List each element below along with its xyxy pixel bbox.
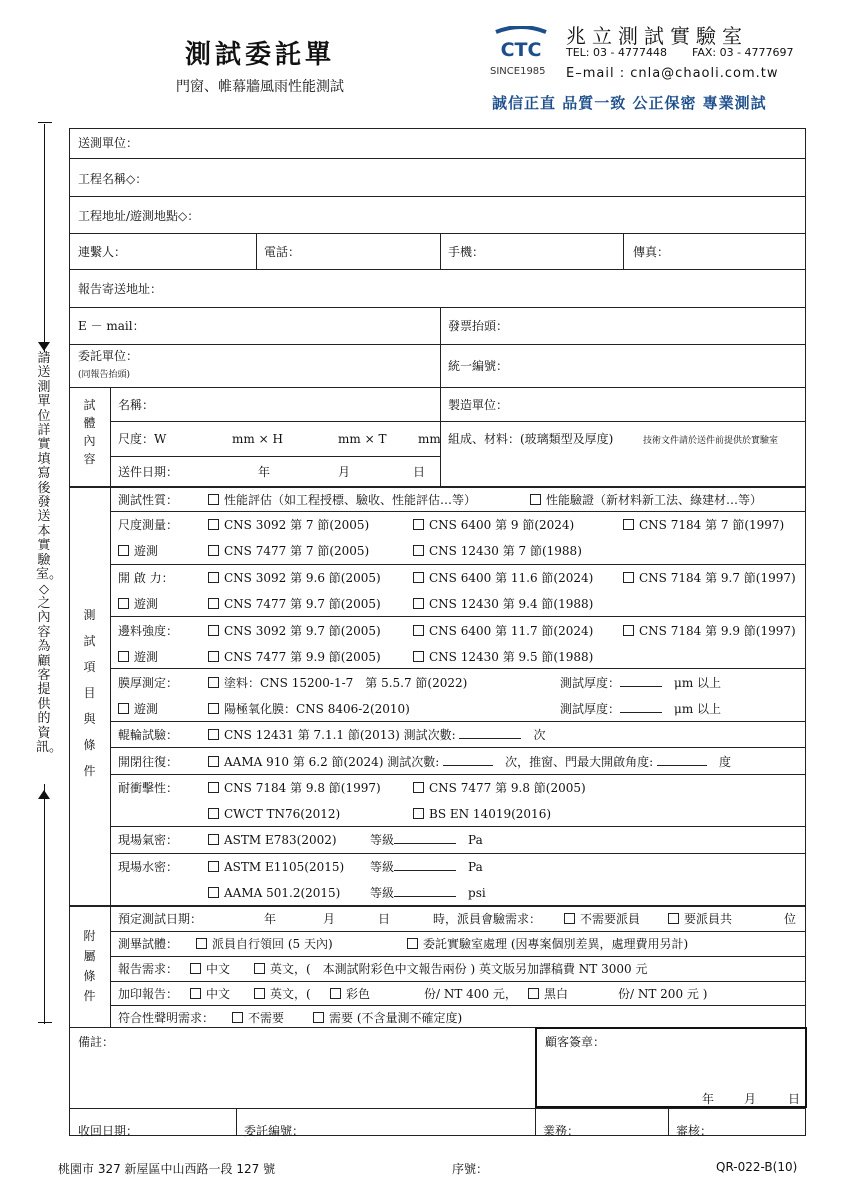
nature-opt-evaluation[interactable]: 性能評估（如工程授標、驗收、性能評估…等）	[208, 493, 476, 507]
checkbox[interactable]	[623, 519, 634, 530]
checkbox[interactable]	[413, 625, 424, 636]
checkbox[interactable]	[254, 963, 265, 974]
row-line	[69, 158, 806, 159]
roller-label: 輥輪試驗：	[118, 728, 179, 742]
side-line-top-cap	[38, 122, 52, 123]
film-opt-paint[interactable]: 塗料：CNS 15200-1-7 第 5.5.7 節(2022)	[208, 676, 467, 690]
row-line	[110, 1005, 806, 1006]
size-w-unit: mm × H	[232, 432, 283, 446]
row-line	[110, 564, 806, 565]
checkbox[interactable]	[190, 963, 201, 974]
size-h-unit: mm × T	[338, 432, 387, 446]
project-address-field[interactable]	[230, 203, 800, 227]
schedule-day: 日	[378, 912, 391, 926]
row-line	[69, 307, 806, 308]
signature-year: 年	[702, 1092, 715, 1106]
arrow-down-icon	[38, 342, 50, 351]
row-line	[110, 721, 806, 722]
size-t-unit: mm	[418, 432, 441, 446]
signature-label: 顧客簽章：	[545, 1035, 606, 1049]
report-address-label: 報告寄送地址：	[78, 282, 163, 296]
film-opt-anodic[interactable]: 陽極氧化膜：CNS 8406-2(2010)	[208, 702, 410, 716]
schedule-staff[interactable]: 要派員共	[668, 912, 732, 926]
water-grade-1-field[interactable]	[394, 870, 456, 871]
project-name-label: 工程名稱◇：	[78, 172, 148, 186]
impact-opt-4[interactable]: BS EN 14019(2016)	[413, 807, 551, 821]
open-opt-2[interactable]: CNS 6400 第 11.6 節(2024)	[413, 571, 593, 585]
row-line	[69, 196, 806, 197]
cycle-label: 開閉往復：	[118, 755, 179, 769]
checkbox[interactable]	[413, 651, 424, 662]
lab-name: 兆立測試實驗室	[566, 24, 748, 48]
checkbox[interactable]	[413, 519, 424, 530]
checkbox[interactable]	[208, 677, 219, 688]
col-line	[668, 1108, 669, 1136]
signature-field[interactable]	[545, 1052, 800, 1088]
row-line	[110, 668, 806, 669]
material-note: 技術文件請於送件前提供於實驗室	[643, 436, 779, 446]
impact-label: 耐衝擊性：	[118, 781, 179, 795]
copies-chinese[interactable]: 中文	[190, 987, 230, 1001]
lab-tel: TEL: 03 - 4777448	[566, 46, 667, 59]
checkbox[interactable]	[413, 598, 424, 609]
checkbox[interactable]	[118, 703, 129, 714]
row-line	[69, 233, 806, 234]
checkbox[interactable]	[623, 625, 634, 636]
svg-text:CTC: CTC	[500, 39, 542, 60]
film-thick-1-field[interactable]	[620, 686, 662, 687]
checkbox[interactable]	[254, 988, 265, 999]
checkbox[interactable]	[330, 988, 341, 999]
footer-serial: 序號：	[452, 1162, 489, 1176]
copies-color[interactable]: 彩色	[330, 987, 370, 1001]
cycle-angle-field[interactable]	[657, 765, 707, 766]
checkbox[interactable]	[118, 598, 129, 609]
dim-opt-6[interactable]: CNS 12430 第 7 節(1988)	[413, 544, 582, 558]
water-label: 現場水密：	[118, 860, 179, 874]
impact-opt-2[interactable]: CNS 7477 第 9.8 節(2005)	[413, 781, 586, 795]
schedule-time: 時，派員會驗需求：	[433, 912, 542, 926]
mobile-label: 手機：	[448, 245, 485, 259]
checkbox[interactable]	[413, 808, 424, 819]
dim-opt-2[interactable]: CNS 6400 第 9 節(2024)	[413, 518, 574, 532]
checkbox[interactable]	[208, 545, 219, 556]
checkbox[interactable]	[196, 938, 207, 949]
open-label: 開 啟 力：	[118, 571, 174, 585]
remarks-label: 備註：	[78, 1035, 115, 1049]
row-line	[69, 387, 806, 388]
open-opt-1[interactable]: CNS 3092 第 9.6 節(2005)	[208, 571, 381, 585]
report-chinese[interactable]: 中文	[190, 962, 230, 976]
checkbox[interactable]	[208, 598, 219, 609]
checkbox[interactable]	[208, 651, 219, 662]
row-line	[110, 421, 806, 422]
fax-label: 傳真：	[633, 245, 670, 259]
schedule-year: 年	[264, 912, 277, 926]
business-label: 業務：	[543, 1124, 580, 1138]
edge-label: 邊料強度：	[118, 624, 179, 638]
open-opt-onsite[interactable]: 遊測	[118, 597, 158, 611]
nature-opt-verification[interactable]: 性能驗證（新材料新工法、綠建材…等）	[530, 493, 762, 507]
copies-english[interactable]: 英文，(	[254, 987, 311, 1001]
dim-opt-5[interactable]: CNS 7477 第 7 節(2005)	[208, 544, 369, 558]
checkbox[interactable]	[407, 938, 418, 949]
send-date-day: 日	[413, 465, 426, 479]
air-label: 現場氣密：	[118, 833, 179, 847]
schedule-no-staff[interactable]: 不需要派員	[564, 912, 640, 926]
client-note: (同報告抬頭)	[78, 370, 131, 380]
air-grade-field[interactable]	[394, 843, 456, 844]
compliance-yes[interactable]: 需要 (不含量測不確定度)	[313, 1011, 462, 1025]
row-line	[110, 774, 806, 775]
client-label: 委託單位：	[78, 349, 139, 363]
checkbox[interactable]	[118, 545, 129, 556]
project-name-field[interactable]	[170, 166, 800, 190]
checkbox[interactable]	[208, 808, 219, 819]
checkbox[interactable]	[413, 545, 424, 556]
row-line	[69, 905, 806, 907]
checkbox[interactable]	[208, 519, 219, 530]
row-line	[110, 981, 806, 982]
copies-color-price: 份/ NT 400 元，	[424, 987, 517, 1001]
impact-opt-1[interactable]: CNS 7184 第 9.8 節(1997)	[208, 781, 381, 795]
row-line	[110, 511, 806, 512]
contact-label: 連繫人：	[78, 245, 127, 259]
dim-label: 尺度測量：	[118, 518, 179, 532]
checkbox[interactable]	[232, 1012, 243, 1023]
specimen-name-label: 名稱：	[118, 398, 155, 412]
specimen-return-label: 測畢試體：	[118, 937, 179, 951]
nature-label: 測試性質：	[118, 493, 179, 507]
signature-day: 日	[788, 1092, 801, 1106]
checkbox[interactable]	[413, 782, 424, 793]
edge-opt-3[interactable]: CNS 7184 第 9.9 節(1997)	[623, 624, 796, 638]
project-address-label: 工程地址/遊測地點◇：	[78, 209, 200, 223]
ctc-logo	[490, 26, 552, 60]
edge-opt-6[interactable]: CNS 12430 第 9.5 節(1988)	[413, 650, 593, 664]
checkbox[interactable]	[313, 1012, 324, 1023]
tax-id-label: 統一編號：	[448, 359, 509, 373]
film-opt-onsite[interactable]: 遊測	[118, 702, 158, 716]
report-english[interactable]: 英文，( 本測試附彩色中文報告兩份 ) 英文版另加譯稿費 NT 3000 元	[254, 962, 647, 976]
row-line	[110, 826, 806, 827]
col-line	[110, 906, 111, 1028]
film-label: 膜厚測定：	[118, 676, 179, 690]
form-subtitle: 門窗、帷幕牆風雨性能測試	[176, 79, 344, 95]
side-line-bottom-cap	[38, 1022, 52, 1023]
compliance-no[interactable]: 不需要	[232, 1011, 284, 1025]
open-opt-6[interactable]: CNS 12430 第 9.4 節(1988)	[413, 597, 593, 611]
impact-opt-3[interactable]: CWCT TN76(2012)	[208, 807, 340, 821]
roller-count-field[interactable]	[459, 738, 521, 739]
row-line	[69, 269, 806, 270]
slogan: 誠信正直 品質一致 公正保密 專業測試	[492, 94, 767, 112]
open-opt-5[interactable]: CNS 7477 第 9.7 節(2005)	[208, 597, 381, 611]
checkbox[interactable]	[208, 494, 219, 505]
checkbox[interactable]	[564, 913, 575, 924]
open-opt-3[interactable]: CNS 7184 第 9.7 節(1997)	[623, 571, 796, 585]
size-label: 尺度：W	[118, 432, 167, 446]
checkbox[interactable]	[118, 651, 129, 662]
water-grade-2-field[interactable]	[394, 896, 456, 897]
schedule-label: 預定測試日期：	[118, 912, 203, 926]
lab-fax: FAX: 03 - 4777697	[692, 46, 794, 59]
film-thick-1: 測試厚度： μm 以上	[560, 676, 722, 690]
footer-address: 桃園市 327 新屋區中山西路一段 127 號	[58, 1162, 276, 1176]
dim-opt-1[interactable]: CNS 3092 第 7 節(2005)	[208, 518, 369, 532]
send-date-year: 年	[258, 465, 271, 479]
edge-opt-1[interactable]: CNS 3092 第 9.7 節(2005)	[208, 624, 381, 638]
col-line	[256, 233, 257, 269]
row-line	[110, 747, 806, 748]
checkbox[interactable]	[413, 572, 424, 583]
checkbox[interactable]	[208, 703, 219, 714]
checkbox[interactable]	[208, 887, 219, 898]
checkbox[interactable]	[208, 782, 219, 793]
edge-opt-5[interactable]: CNS 7477 第 9.9 節(2005)	[208, 650, 381, 664]
cycle-count-field[interactable]	[443, 765, 493, 766]
send-date-label: 送件日期：	[118, 465, 179, 479]
checkbox[interactable]	[528, 988, 539, 999]
water-opt-1[interactable]: ASTM E1105(2015)	[208, 860, 344, 874]
signature-month: 月	[744, 1092, 757, 1106]
row-line	[110, 616, 806, 617]
water-grade-1: 等級 Pa	[370, 860, 483, 874]
checkbox[interactable]	[530, 494, 541, 505]
schedule-staff-unit: 位	[784, 912, 797, 926]
edge-opt-2[interactable]: CNS 6400 第 11.7 節(2024)	[413, 624, 593, 638]
arrow-up-icon	[38, 790, 50, 799]
col-line	[623, 233, 624, 269]
row-line	[69, 486, 806, 488]
air-grade: 等級 Pa	[370, 833, 483, 847]
row-line	[69, 1108, 806, 1109]
form-title: 測試委託單	[184, 40, 335, 70]
row-line	[110, 931, 806, 932]
row-line	[110, 853, 806, 854]
col-line	[110, 487, 111, 905]
checkbox[interactable]	[208, 756, 219, 767]
row-line	[69, 344, 806, 345]
specimen-self-pickup[interactable]: 派員自行領回 (5 天內)	[196, 937, 333, 951]
checkbox[interactable]	[208, 572, 219, 583]
dim-opt-onsite[interactable]: 遊測	[118, 544, 158, 558]
film-thick-2-field[interactable]	[620, 712, 662, 713]
specimen-section-label: 試 體 內 容	[83, 398, 96, 466]
tests-section-label: 測 試 項 目 與 條 件	[83, 608, 96, 778]
col-line	[236, 1108, 237, 1136]
water-opt-2[interactable]: AAMA 501.2(2015)	[208, 886, 340, 900]
edge-opt-onsite[interactable]: 遊測	[118, 650, 158, 664]
order-no-label: 委託編號：	[244, 1124, 305, 1138]
row-line	[110, 456, 440, 457]
col-line	[440, 233, 441, 269]
col-line	[110, 387, 111, 486]
checkbox[interactable]	[208, 625, 219, 636]
checkbox[interactable]	[208, 729, 219, 740]
send-unit-field[interactable]	[160, 132, 800, 154]
material-label: 組成、材料：(玻璃類型及厚度)	[448, 432, 614, 446]
roller-opt[interactable]: CNS 12431 第 7.1.1 節(2013) 測試次數: 次	[208, 728, 546, 742]
col-line	[440, 307, 441, 487]
remarks-field[interactable]	[75, 1052, 530, 1104]
checkbox[interactable]	[208, 834, 219, 845]
checkbox[interactable]	[623, 572, 634, 583]
air-opt[interactable]: ASTM E783(2002)	[208, 833, 337, 847]
schedule-month: 月	[323, 912, 336, 926]
email-label: E － mail：	[78, 319, 145, 333]
report-need-label: 報告需求：	[118, 962, 179, 976]
send-date-month: 月	[338, 465, 351, 479]
since-label: SINCE1985	[490, 66, 546, 77]
checkbox[interactable]	[668, 913, 679, 924]
extra-copies-label: 加印報告：	[118, 987, 179, 1001]
review-label: 審核：	[676, 1124, 713, 1138]
side-note: 請送測單位詳實填寫後發送本實驗室。◇之內容為顧客提供的資訊。	[36, 352, 52, 784]
cycle-opt[interactable]: AAMA 910 第 6.2 節(2024) 測試次數: 次，推窗、門最大開啟角度: 度	[208, 755, 731, 769]
checkbox[interactable]	[208, 861, 219, 872]
checkbox[interactable]	[190, 988, 201, 999]
phone-label: 電話：	[264, 245, 301, 259]
extra-section-label: 附 屬 條 件	[83, 929, 96, 1003]
copies-bw-price: 份/ NT 200 元 )	[618, 987, 708, 1001]
maker-label: 製造單位：	[448, 398, 509, 412]
copies-bw[interactable]: 黑白	[528, 987, 568, 1001]
compliance-label: 符合性聲明需求：	[118, 1011, 215, 1025]
water-grade-2: 等級 psi	[370, 886, 486, 900]
send-unit-label: 送測單位：	[78, 136, 139, 150]
row-line	[110, 956, 806, 957]
specimen-lab-dispose[interactable]: 委託實驗室處理 (因專案個別差異，處理費用另計)	[407, 937, 688, 951]
film-thick-2: 測試厚度： μm 以上	[560, 702, 722, 716]
invoice-label: 發票抬頭：	[448, 319, 509, 333]
lab-email: E–mail : cnla@chaoli.com.tw	[566, 66, 779, 81]
footer-code: QR-022-B(10)	[716, 1160, 798, 1174]
return-date-label: 收回日期：	[78, 1124, 139, 1138]
dim-opt-3[interactable]: CNS 7184 第 7 節(1997)	[623, 518, 784, 532]
